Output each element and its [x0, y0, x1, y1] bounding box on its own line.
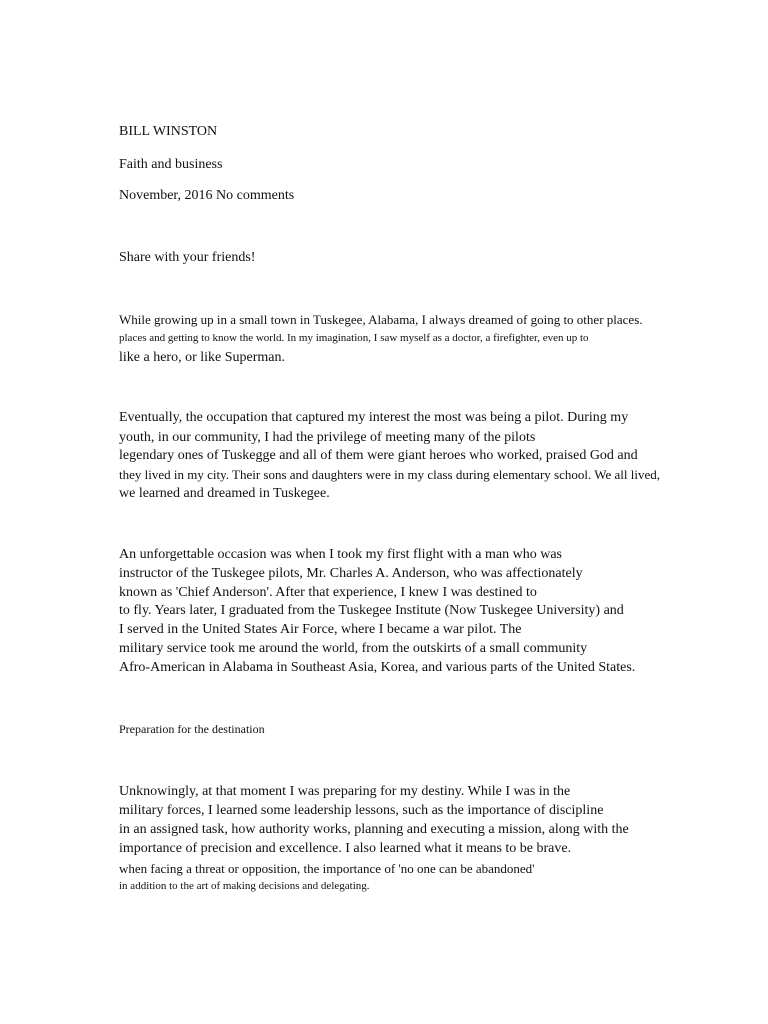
paragraph-line: like a hero, or like Superman.	[119, 350, 286, 365]
paragraph-line: Eventually, the occupation that captured my interest the most was being a pilot. During my	[119, 410, 629, 425]
paragraph-line: I served in the United States Air Force, where I became a war pilot. The	[119, 622, 522, 637]
post-meta: November, 2016 No comments	[119, 188, 295, 203]
author-name: BILL WINSTON	[119, 124, 218, 139]
paragraph-line: youth, in our community, I had the privilege of meeting many of the pilots	[119, 430, 536, 445]
paragraph-line: known as 'Chief Anderson'. After that experience, I knew I was destined to	[119, 585, 537, 600]
paragraph-line: military forces, I learned some leadership lessons, such as the importance of discipline	[119, 803, 604, 818]
paragraph-line: to fly. Years later, I graduated from the Tuskegee Institute (Now Tuskegee University) and	[119, 603, 624, 618]
paragraph-line: they lived in my city. Their sons and daughters were in my class during elementary school. We all lived,	[119, 467, 660, 482]
paragraph-line: instructor of the Tuskegee pilots, Mr. Charles A. Anderson, who was affectionately	[119, 566, 583, 581]
paragraph-line: when facing a threat or opposition, the importance of 'no one can be abandoned'	[119, 861, 535, 876]
paragraph-line: we learned and dreamed in Tuskegee.	[119, 486, 330, 501]
category-link[interactable]: Faith and business	[119, 157, 223, 172]
section-heading: Preparation for the destination	[119, 722, 265, 736]
paragraph-line: Unknowingly, at that moment I was preparing for my destiny. While I was in the	[119, 784, 571, 799]
paragraph-line: importance of precision and excellence. I also learned what it means to be brave.	[119, 841, 572, 856]
paragraph-line: in addition to the art of making decisions and delegating.	[119, 880, 370, 892]
paragraph-line: Afro-American in Alabama in Southeast Asia, Korea, and various parts of the United States.	[119, 660, 636, 675]
share-prompt: Share with your friends!	[119, 250, 256, 265]
paragraph-line: While growing up in a small town in Tuskegee, Alabama, I always dreamed of going to other places.	[119, 312, 643, 327]
paragraph-line: An unforgettable occasion was when I took my first flight with a man who was	[119, 547, 562, 562]
paragraph-line: military service took me around the world, from the outskirts of a small community	[119, 641, 588, 656]
paragraph-line: legendary ones of Tuskegge and all of them were giant heroes who worked, praised God and	[119, 448, 638, 463]
paragraph-line: places and getting to know the world. In my imagination, I saw myself as a doctor, a firefighter, even up to	[119, 332, 589, 344]
paragraph-line: in an assigned task, how authority works, planning and executing a mission, along with the	[119, 822, 629, 837]
